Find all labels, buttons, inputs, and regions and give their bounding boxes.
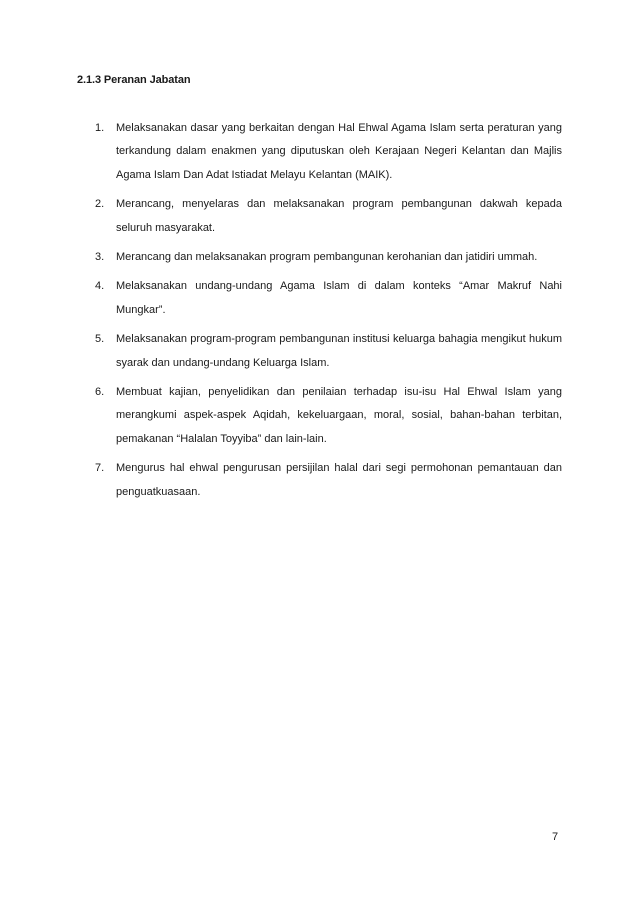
list-item-text: Melaksanakan dasar yang berkaitan dengan Hal Ehwal Agama Islam serta peraturan yang terkandung dalam enakmen yang diputuskan oleh Kerajaan Negeri Kelantan dan Majlis Agama Islam Dan Adat Istiadat Melayu Kelantan (MAIK). <box>116 122 562 181</box>
list-item-text: Mengurus hal ehwal pengurusan persijilan halal dari segi permohonan pemantauan dan penguatkuasaan. <box>116 462 562 498</box>
list-item <box>77 246 562 269</box>
list-item-number: 4. <box>95 280 105 293</box>
list-item <box>77 275 562 322</box>
list-item <box>77 193 562 240</box>
list-item <box>77 457 562 504</box>
page-number: 7 <box>552 831 559 843</box>
list-item-number: 5. <box>95 333 105 346</box>
list-item-number: 6. <box>95 386 105 399</box>
section-heading: 2.1.3 Peranan Jabatan <box>77 74 191 86</box>
list-item-number: 2. <box>95 198 105 211</box>
list-item-number: 1. <box>95 122 105 134</box>
list-item-text: Melaksanakan undang-undang Agama Islam di dalam konteks “Amar Makruf Nahi Mungkar”. <box>116 280 562 316</box>
list-item <box>77 328 562 375</box>
list-item-text: Membuat kajian, penyelidikan dan penilaian terhadap isu-isu Hal Ehwal Islam yang merangkumi aspek-aspek Aqidah, kekeluargaan, moral, sosial, bahan-bahan terbitan, pemakanan “Halalan Toyyiba” dan lain-lain. <box>116 386 562 445</box>
list-item <box>77 381 562 451</box>
list-item-number: 7. <box>95 462 105 475</box>
list-item-text: Merancang dan melaksanakan program pembangunan kerohanian dan jatidiri ummah. <box>116 251 538 264</box>
list-item <box>77 117 562 187</box>
roles-list <box>77 117 562 510</box>
list-item-text: Melaksanakan program-program pembangunan institusi keluarga bahagia mengikut hukum syarak dan undang-undang Keluarga Islam. <box>116 333 562 369</box>
list-item-text: Merancang, menyelaras dan melaksanakan program pembangunan dakwah kepada seluruh masyarakat. <box>116 198 562 234</box>
list-item-number: 3. <box>95 251 105 264</box>
